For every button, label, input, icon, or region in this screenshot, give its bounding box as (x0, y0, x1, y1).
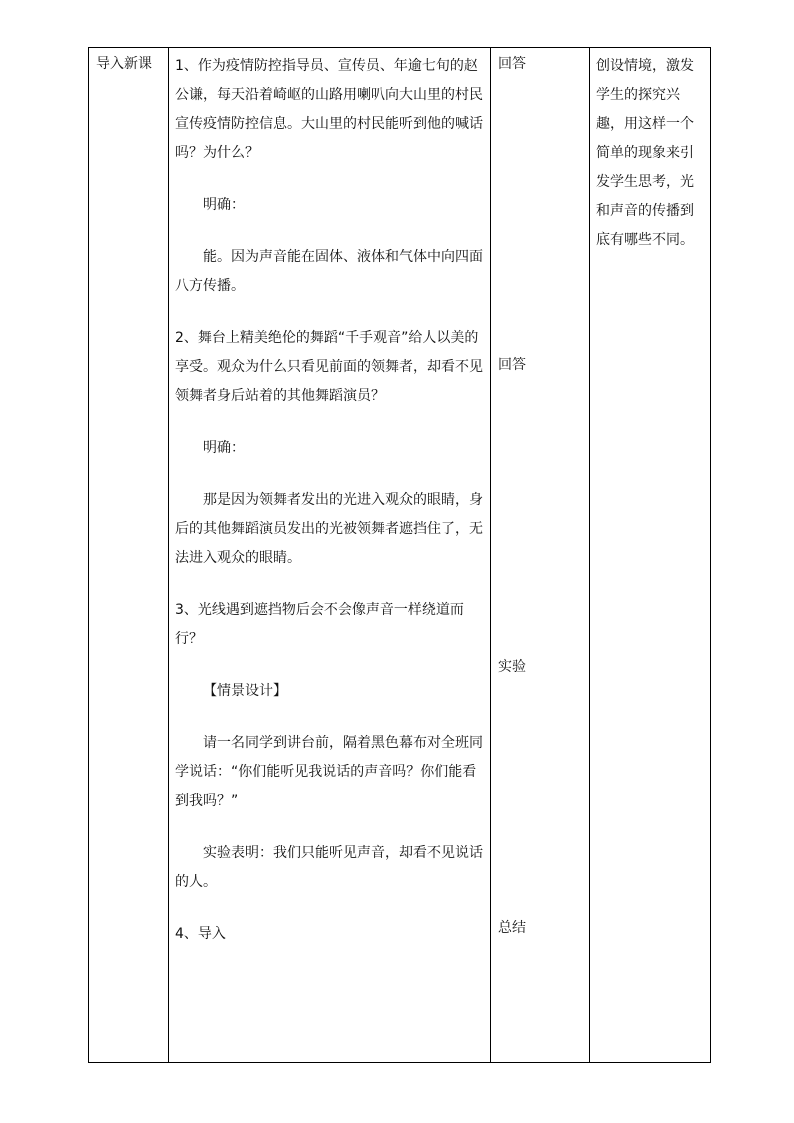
content-paragraph: 3、光线遇到遮挡物后会不会像声音一样绕道而行？ (175, 602, 464, 647)
content-paragraph: 能。因为声音能在固体、液体和气体中向四面八方传播。 (175, 249, 483, 294)
content-paragraph: 请一名同学到讲台前，隔着黑色幕布对全班同学说话：“你们能听见我说话的声音吗？你们能看到我吗？” (175, 735, 483, 809)
student-activity: 总结 (498, 920, 526, 936)
lesson-plan-table (88, 47, 711, 1063)
section-label: 导入新课 (96, 56, 152, 72)
teaching-content-cell (169, 48, 491, 1063)
content-paragraph: 明确： (203, 440, 245, 456)
content-paragraph: 2、舞台上精美绝伦的舞蹈“千手观音”给人以美的享受。观众为什么只看见前面的领舞者，却看不见领舞者身后站着的其他舞蹈演员？ (175, 330, 483, 404)
design-intent-cell (590, 48, 711, 1063)
content-paragraph: 明确： (203, 197, 245, 213)
section-label-cell (89, 48, 169, 1063)
table-row (89, 48, 711, 1063)
design-intent: 创设情境，激发学生的探究兴趣，用这样一个简单的现象来引发学生思考，光和声音的传播到底有哪些不同。 (596, 58, 694, 248)
content-paragraph: 实验表明：我们只能听见声音，却看不见说话的人。 (175, 845, 483, 890)
content-paragraph: 【情景设计】 (203, 683, 287, 699)
student-activity: 回答 (498, 357, 526, 373)
content-paragraph: 那是因为领舞者发出的光进入观众的眼睛，身后的其他舞蹈演员发出的光被领舞者遮挡住了，无法进入观众的眼睛。 (175, 492, 483, 566)
teaching-content (169, 48, 490, 949)
student-activity-cell (491, 48, 590, 1063)
content-paragraph: 4、导入 (175, 926, 226, 942)
student-activity: 回答 (498, 56, 526, 72)
student-activity: 实验 (498, 659, 526, 675)
content-paragraph: 1、作为疫情防控指导员、宣传员、年逾七旬的赵公谦，每天沿着崎岖的山路用喇叭向大山里的村民宣传疫情防控信息。大山里的村民能听到他的喊话吗？为什么？ (175, 58, 483, 161)
